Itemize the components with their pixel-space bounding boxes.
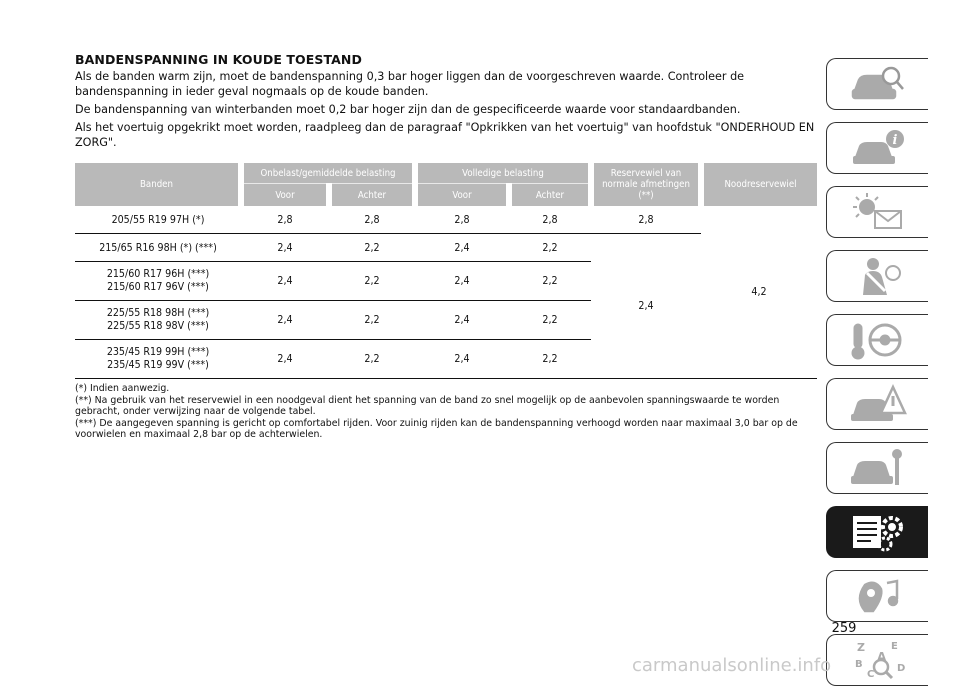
unloaded-front-value: 2,4 [241, 234, 329, 262]
header-full-load: Volledige belasting [415, 163, 591, 184]
spare-normal-value: 2,8 [591, 206, 701, 234]
svg-text:i: i [892, 133, 897, 148]
full-rear-value: 2,2 [509, 340, 591, 379]
tyre-pressure-table [75, 163, 817, 379]
paragraph-jacking: Als het voertuig opgekrikt moet worden, raadpleeg dan de paragraaf "Opkrikken van het voertuig" van hoofdstuk "ONDERHOUD EN ZORG". [75, 121, 815, 149]
multimedia-music-icon [847, 575, 909, 617]
car-wrench-icon [847, 447, 909, 489]
full-rear-value: 2,8 [509, 206, 591, 234]
footnote: (*) Indien aanwezig. [75, 383, 170, 394]
header-full-front: Voor [415, 184, 509, 207]
watermark: carmanualsonline.info [632, 655, 832, 676]
full-rear-value: 2,2 [509, 234, 591, 262]
tyre-size [75, 262, 241, 301]
tab-dashboard[interactable] [826, 58, 928, 110]
spare-normal-value: 2,4 [591, 234, 701, 379]
section-title: BANDENSPANNING IN KOUDE TOESTAND [75, 52, 362, 67]
car-info-icon [847, 127, 909, 169]
full-front-value: 2,4 [415, 340, 509, 379]
tab-maintenance[interactable] [826, 442, 928, 494]
tyre-size [75, 340, 241, 379]
paragraph-winter-tyres: De bandenspanning van winterbanden moet 0,2 bar hoger zijn dan de gespecificeerde waarde voor standaardbanden. [75, 103, 741, 116]
unloaded-front-value: 2,4 [241, 301, 329, 340]
paragraph-warm-tyres: Als de banden warm zijn, moet de bandenspanning 0,3 bar hoger liggen dan de voorgeschreven waarde. Controleer de bandenspanning in ieder geval nogmaals op de koude banden. [75, 70, 745, 98]
header-unloaded-rear: Achter [329, 184, 415, 207]
page-number: 259 [831, 621, 857, 636]
unloaded-rear-value: 2,8 [329, 206, 415, 234]
header-emergency-spare: Noodreservewiel [701, 163, 817, 206]
svg-text:Z: Z [856, 641, 865, 654]
full-rear-value: 2,2 [509, 301, 591, 340]
tab-emergency[interactable] [826, 378, 928, 430]
table-row [75, 206, 817, 234]
header-spare-normal: Reservewiel van normale afmetingen (**) [591, 163, 701, 206]
full-front-value: 2,4 [415, 234, 509, 262]
tab-multimedia[interactable] [826, 570, 928, 622]
unloaded-front-value: 2,4 [241, 262, 329, 301]
unloaded-front-value: 2,4 [241, 340, 329, 379]
warning-light-message-icon [847, 191, 909, 233]
header-unloaded: Onbelast/gemiddelde belasting [241, 163, 415, 184]
header-unloaded-front: Voor [241, 184, 329, 207]
svg-text:E: E [890, 641, 898, 652]
footnote: (***) De aangegeven spanning is gericht op comfortabel rijden. Voor zuinig rijden kan de bandenspanning verhoogd worden naar maximaal 3,0 bar op de voorwielen en maximaal 2,8 bar op de achterwielen. [75, 417, 798, 440]
technical-data-gear-icon [847, 511, 909, 553]
chapter-tabs [826, 58, 929, 698]
unloaded-rear-value: 2,2 [329, 234, 415, 262]
tyre-size-line: 225/55 R18 98V (***) [107, 320, 209, 332]
unloaded-front-value: 2,8 [241, 206, 329, 234]
header-full-rear: Achter [509, 184, 591, 207]
svg-text:C: C [866, 669, 874, 680]
tyre-size [75, 301, 241, 340]
tyre-size-line: 215/60 R17 96H (***) [106, 268, 210, 280]
steering-wheel-key-icon [847, 319, 909, 361]
tyre-size: 205/55 R19 97H (*) [75, 206, 241, 234]
seatbelt-airbag-icon [847, 255, 909, 297]
tyre-size-line: 225/55 R18 98H (***) [106, 307, 210, 319]
alphabetical-index-search-icon [847, 639, 909, 681]
svg-text:A: A [876, 650, 886, 664]
tab-safety[interactable] [826, 250, 928, 302]
full-rear-value: 2,2 [509, 262, 591, 301]
car-accident-warning-icon [847, 383, 909, 425]
unloaded-rear-value: 2,2 [329, 262, 415, 301]
svg-text:B: B [854, 659, 863, 670]
tab-warning-lights[interactable] [826, 186, 928, 238]
header-tyres: Banden [75, 163, 241, 206]
unloaded-rear-value: 2,2 [329, 340, 415, 379]
footnote: (**) Na gebruik van het reservewiel in een noodgeval dient het spanning van de band zo snel mogelijk op de aanbevolen spanningswaarde te worden gebracht, onder verwijzing naar de volgende tabel. [75, 394, 780, 417]
unloaded-rear-value: 2,2 [329, 301, 415, 340]
car-search-icon [847, 63, 909, 105]
main-content [75, 52, 817, 441]
tyre-size-line: 235/45 R19 99V (***) [107, 359, 209, 371]
full-front-value: 2,4 [415, 301, 509, 340]
full-front-value: 2,8 [415, 206, 509, 234]
full-front-value: 2,4 [415, 262, 509, 301]
tab-index[interactable] [826, 634, 928, 686]
tyre-size-line: 235/45 R19 99H (***) [106, 346, 210, 358]
tab-starting-driving[interactable] [826, 314, 928, 366]
svg-text:D: D [896, 663, 905, 674]
footnotes [75, 383, 817, 441]
tab-safety-info[interactable] [826, 122, 928, 174]
tab-technical-data[interactable] [826, 506, 928, 558]
tyre-size: 215/65 R16 98H (*) (***) [75, 234, 241, 262]
emergency-spare-value: 4,2 [701, 206, 817, 379]
tyre-size-line: 215/60 R17 96V (***) [107, 281, 209, 293]
